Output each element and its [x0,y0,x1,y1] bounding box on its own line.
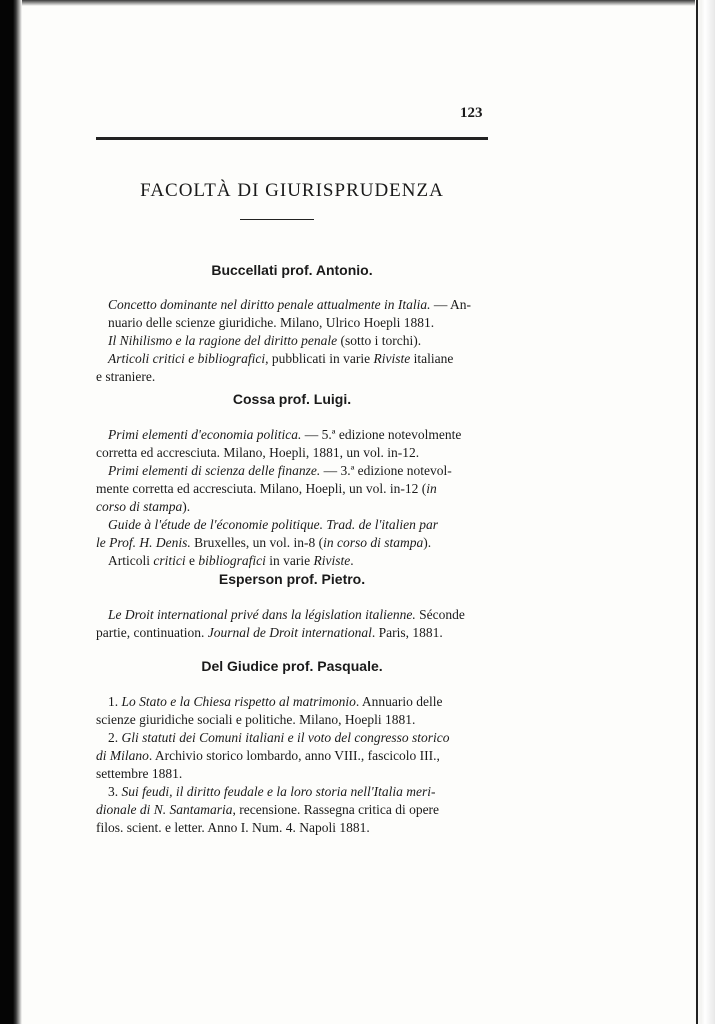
entry-text: settembre 1881. [96,766,183,781]
entry-line [96,747,488,765]
entry-text: . Annuario delle [355,694,443,709]
entry-text: filos. scient. e letter. Anno I. Num. 4. Napoli 1881. [96,820,370,835]
work-title: Primi elementi d'economia politica. [108,427,302,442]
entry-line [96,765,476,783]
work-title: critici [153,553,186,568]
work-title: corso di stampa [96,499,183,514]
entry-text: 2. [108,730,122,745]
entry-text: ). [182,499,191,514]
entry-line [96,801,488,819]
page-right-edge [695,0,715,1024]
work-title: Articoli critici e bibliografici [108,351,266,366]
entry-text: . [350,553,354,568]
entry-line [96,480,488,498]
entry-line [108,332,488,350]
entry-line [108,314,488,332]
header-rule [96,137,488,140]
entry-text: 1. [108,694,122,709]
entry-line [108,462,488,480]
entry-line [96,819,488,837]
work-title: Primi elementi di scienza delle finanze. [108,463,321,478]
work-title: in [426,481,437,496]
entry-line [108,783,488,801]
entry-text: , pubblicati in varie [265,351,374,366]
work-title: Concetto dominante nel diritto penale attualmente in Italia. [108,297,431,312]
work-title: Le Droit international privé dans la législation italienne. [108,607,416,622]
entry-line [108,606,488,624]
work-title: in corso di stampa [323,535,424,550]
entry-text: 3. [108,784,122,799]
entry-line [108,426,488,444]
work-title: dionale di N. Santamaria [96,802,233,817]
entry-line [96,498,476,516]
entry-text: scienze giuridiche sociali e politiche. Milano, Hoepli 1881. [96,712,416,727]
entry-line [108,516,488,534]
entry-text: , recensione. Rassegna critica di opere [232,802,440,817]
entry-line [108,350,488,368]
author-heading: Del Giudice prof. Pasquale. [201,658,383,674]
work-title: di Milano [96,748,149,763]
entry-text: . Archivio storico lombardo, anno VIII., fascicolo III., [148,748,440,763]
entry-text: italiane [410,351,454,366]
entry-line [96,368,476,386]
work-title: Lo Stato e la Chiesa rispetto al matrimonio [121,694,356,709]
entry-line [108,729,488,747]
entry-line [108,552,488,570]
entry-text: Séconde [415,607,465,622]
work-title: Gli statuti dei Comuni italiani e il voto del congresso storico [121,730,450,745]
page-top-shadow [0,0,715,6]
work-title: Riviste [313,553,351,568]
section-title: FACOLTÀ DI GIURISPRUDENZA [140,180,444,201]
entry-text: — 5.ª edizione notevolmente [301,427,462,442]
entry-line [108,693,488,711]
entry-text: — An- [430,297,471,312]
entry-line [96,624,488,642]
work-title: Riviste [373,351,411,366]
entry-text: corretta ed accresciuta. Milano, Hoepli, 1881, un vol. in-12. [96,445,420,460]
entry-text: Bruxelles, un vol. in-8 ( [190,535,324,550]
page-right-border [696,0,698,1024]
author-heading: Buccellati prof. Antonio. [211,262,373,278]
book-gutter-shadow [0,0,22,1024]
entry-line [96,711,488,729]
work-title: Guide à l'étude de l'économie politique. Trad. de l'italien par [108,517,438,532]
work-title: Sui feudi, il diritto feudale e la loro storia nell'Italia meri- [121,784,436,799]
entry-text: e straniere. [96,369,156,384]
entry-text: . Paris, 1881. [371,625,443,640]
entry-text: (sotto i torchi). [337,333,422,348]
entry-text: in varie [265,553,314,568]
entry-line [108,296,488,314]
work-title: Journal de Droit international [207,625,372,640]
work-title: Il Nihilismo e la ragione del diritto penale [108,333,338,348]
author-heading: Esperson prof. Pietro. [218,571,366,587]
entry-text: e [185,553,199,568]
entry-line [96,444,488,462]
work-title: bibliografici [198,553,266,568]
page-number: 123 [460,105,483,121]
entry-text: Articoli [108,553,154,568]
entry-text: ). [423,535,432,550]
work-title: le Prof. H. Denis. [96,535,191,550]
entry-line [96,534,488,552]
entry-text: mente corretta ed accresciuta. Milano, Hoepli, un vol. in-12 ( [96,481,427,496]
entry-text: nuario delle scienze giuridiche. Milano, Ulrico Hoepli 1881. [108,315,435,330]
entry-text: — 3.ª edizione notevol- [320,463,452,478]
entry-text: partie, continuation. [96,625,208,640]
title-underline [240,219,314,220]
author-heading: Cossa prof. Luigi. [232,391,352,407]
